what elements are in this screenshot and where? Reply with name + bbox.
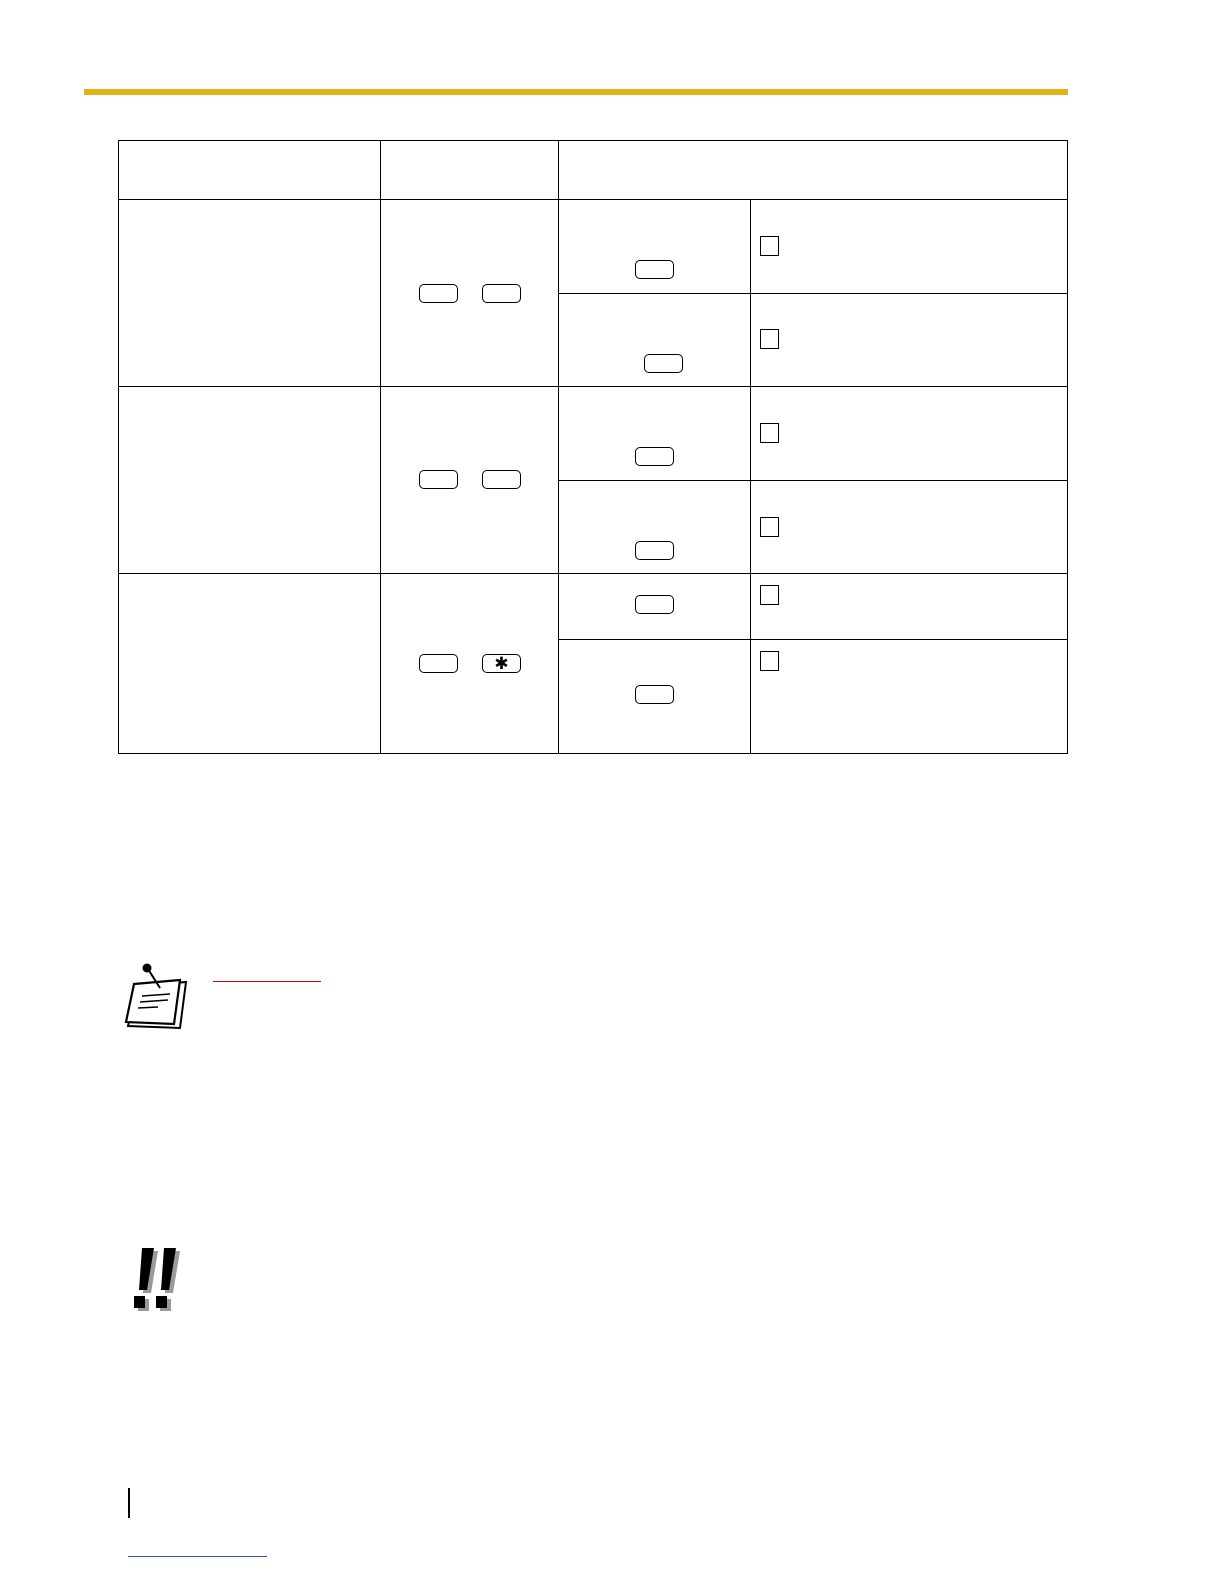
checkbox[interactable]	[760, 585, 779, 605]
double-exclamation-icon	[128, 1246, 184, 1321]
option-key	[635, 541, 674, 560]
checkbox[interactable]	[760, 651, 779, 671]
checkbox[interactable]	[760, 236, 779, 256]
option-key	[635, 260, 674, 279]
page-number-divider	[128, 1488, 130, 1518]
table-border-bottom	[118, 753, 1068, 754]
table-column-divider	[558, 140, 559, 754]
option-key	[635, 447, 674, 466]
dial-key	[419, 284, 458, 303]
table-border-top	[118, 140, 1068, 141]
note-heading-link[interactable]	[213, 981, 321, 982]
feature-table	[118, 140, 1068, 754]
checkbox[interactable]	[760, 329, 779, 349]
notepad-pushpin-icon	[124, 960, 188, 1037]
table-border-right	[1067, 140, 1068, 754]
header-rule	[84, 89, 1068, 95]
table-border-left	[118, 140, 119, 754]
table-row-divider	[118, 386, 1068, 387]
footer-section-link[interactable]	[128, 1556, 267, 1557]
dial-key	[482, 470, 521, 489]
option-key	[644, 354, 683, 373]
dial-key	[419, 654, 458, 673]
table-row-divider	[559, 639, 1068, 640]
table-column-divider	[380, 140, 381, 754]
dial-key	[482, 284, 521, 303]
option-key	[635, 595, 674, 614]
checkbox[interactable]	[760, 423, 779, 443]
table-header-divider	[118, 199, 1068, 200]
dial-key	[419, 470, 458, 489]
table-row-divider	[559, 480, 1068, 481]
table-row-divider	[118, 573, 1068, 574]
checkbox[interactable]	[760, 517, 779, 537]
star-key: ✱	[482, 654, 521, 673]
option-key	[635, 685, 674, 704]
table-column-divider	[750, 199, 751, 754]
table-row-divider	[559, 293, 1068, 294]
